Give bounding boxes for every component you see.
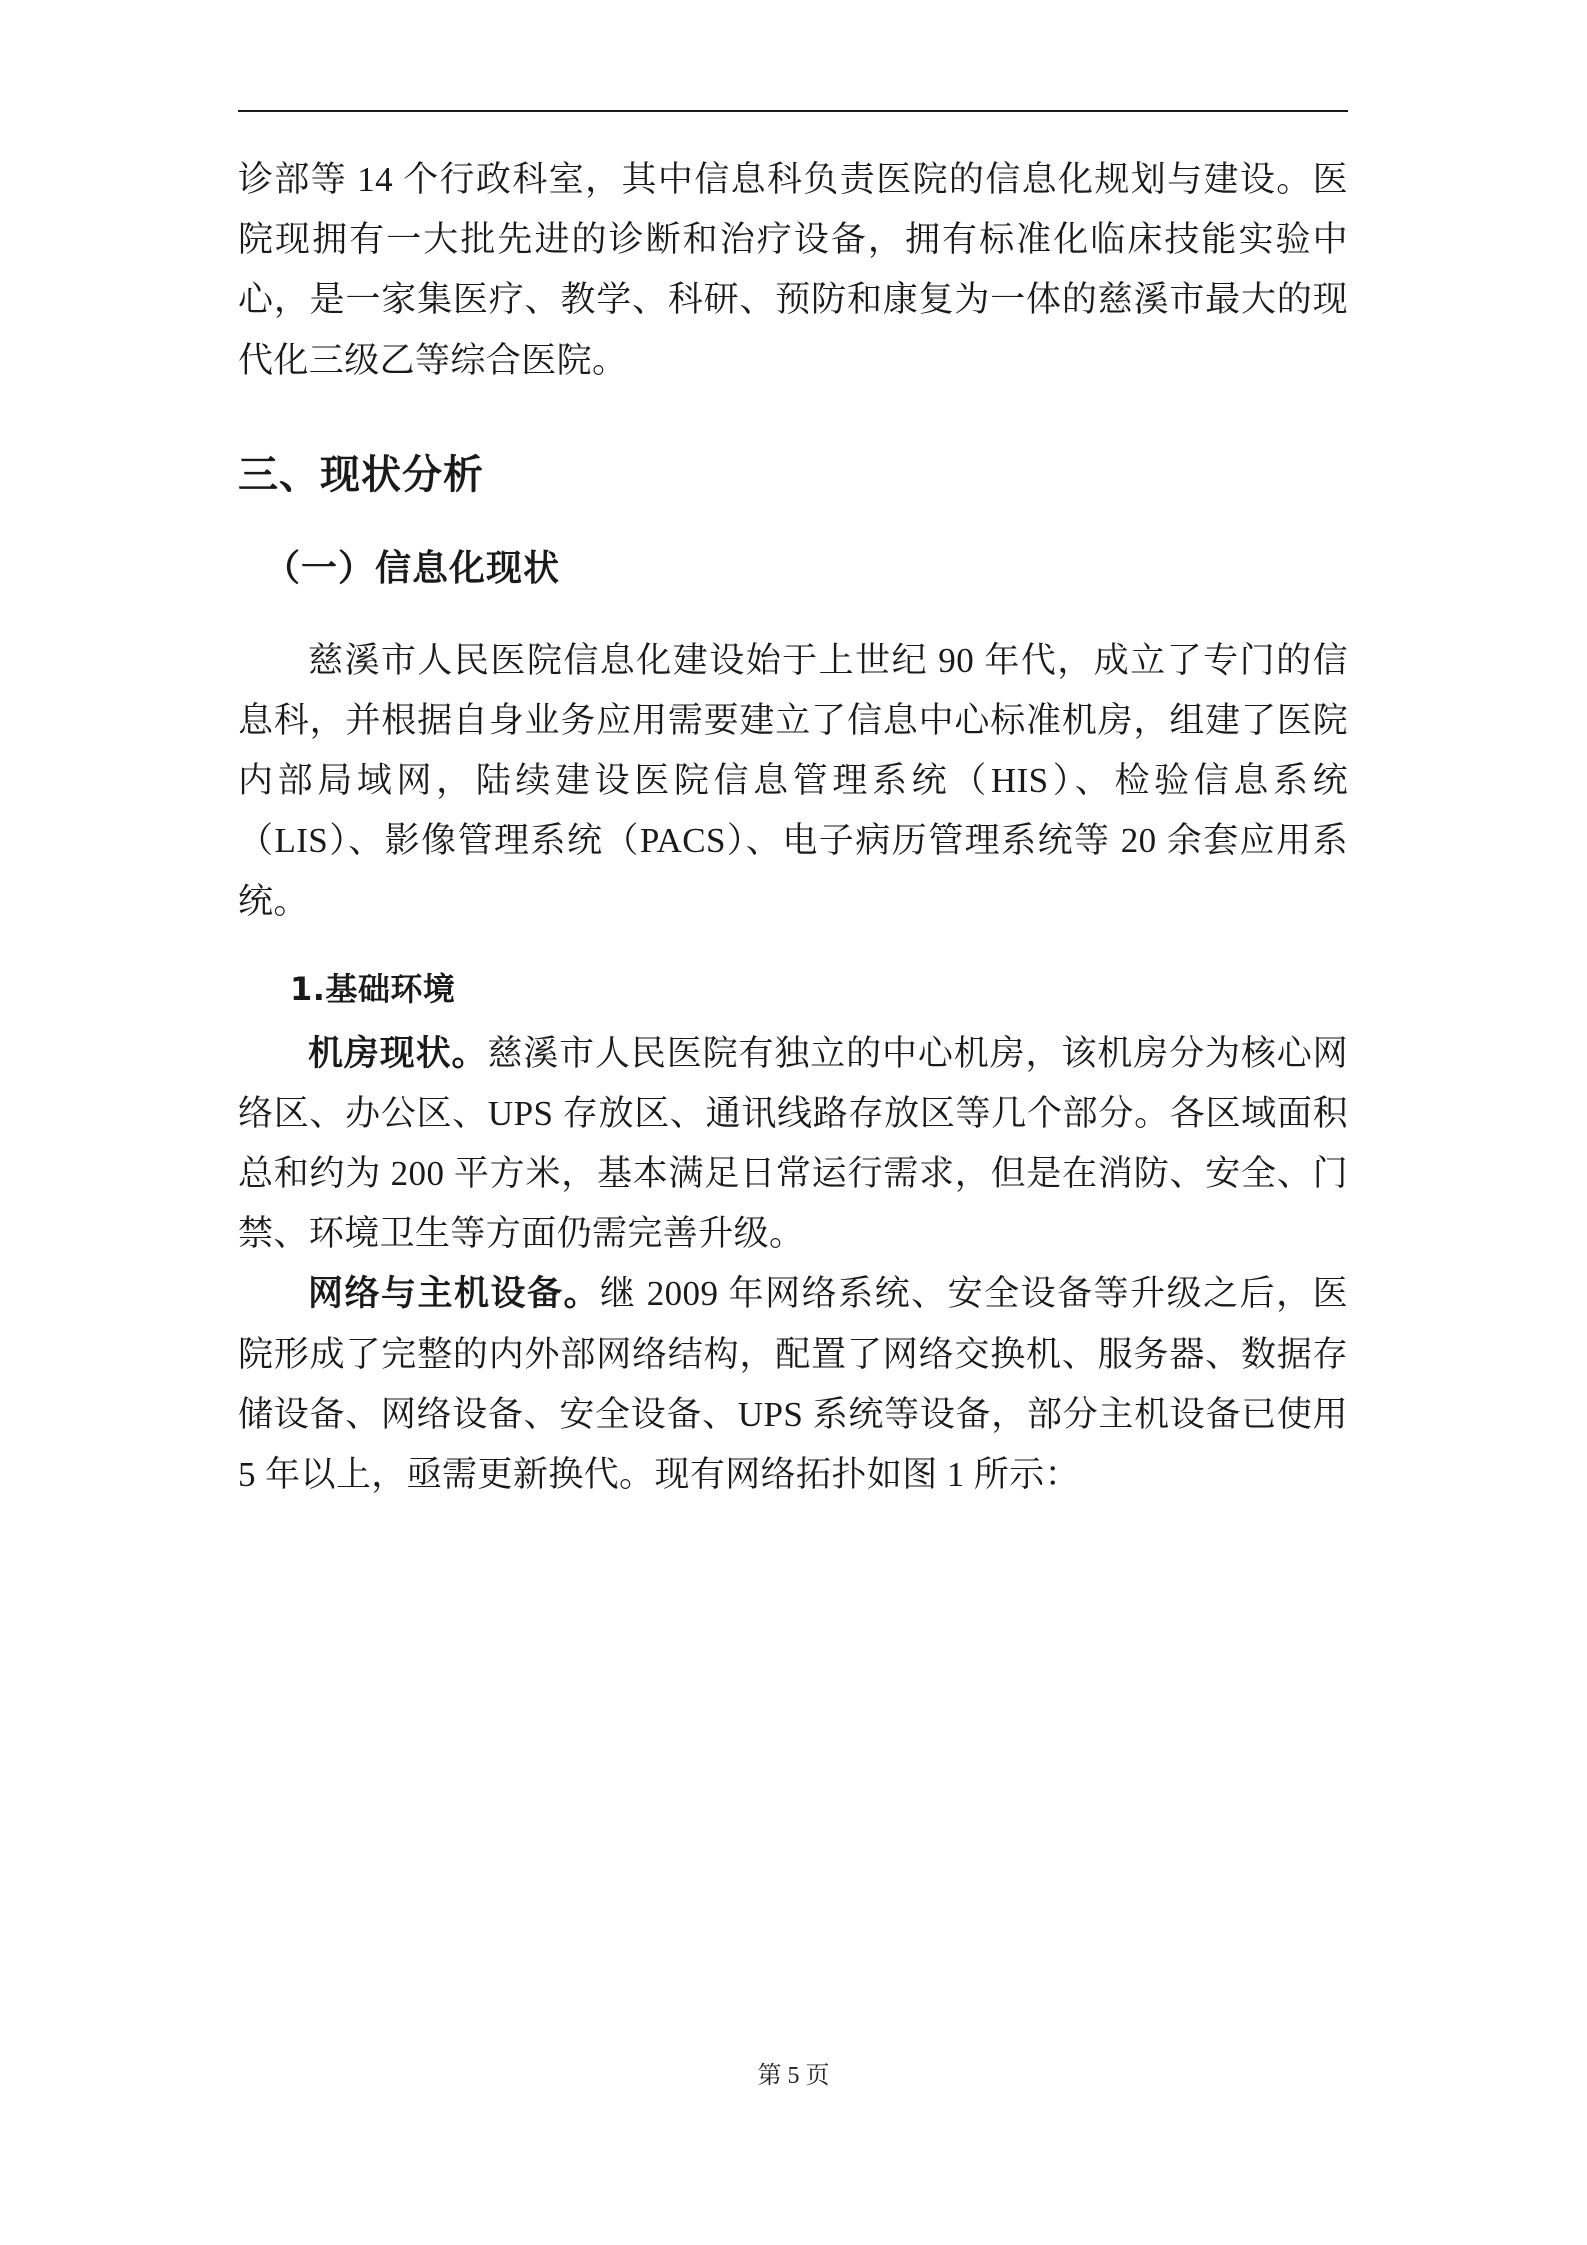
paragraph-informatization-status: 慈溪市人民医院信息化建设始于上世纪 90 年代，成立了专门的信息科，并根据自身业务应用需要建立了信息中心标准机房，组建了医院内部局域网，陆续建设医院信息管理系统（HIS）、检验信息系统（LIS）、影像管理系统（PACS）、电子病历管理系统等 20 余套应用系统。 [238,640,1348,921]
subsection-heading: （一）信息化现状 [264,547,561,589]
paragraph-machine-room [238,1024,1348,1265]
item-heading-basic-environment: 1.基础环境 [290,969,456,1008]
section-heading: 三、现状分析 [238,451,484,498]
paragraph-continued: 诊部等 14 个行政科室，其中信息科负责医院的信息化规划与建设。医院现拥有一大批先进的诊断和治疗设备，拥有标准化临床技能实验中心，是一家集医疗、教学、科研、预防和康复为一体的慈溪市最大的现代化三级乙等综合医院。 [238,160,1348,380]
network-host-lead: 网络与主机设备。 [308,1274,600,1315]
machine-room-lead: 机房现状。 [308,1033,488,1074]
machine-room-text: 慈溪市人民医院有独立的中心机房，该机房分为核心网络区、办公区、UPS 存放区、通讯线路存放区等几个部分。各区域面积总和约为 200 平方米，基本满足日常运行需求，但是在消防、安全、门禁、环境卫生等方面仍需完善升级。 [238,1033,1348,1254]
paragraph-network-host [238,1264,1348,1505]
page-number: 第 5 页 [757,2063,830,2089]
page-content [238,110,1348,1505]
network-host-text: 继 2009 年网络系统、安全设备等升级之后，医院形成了完整的内外部网络结构，配置了网络交换机、服务器、数据存储设备、网络设备、安全设备、UPS 系统等设备，部分主机设备已使用 5 年以上，亟需更新换代。现有网络拓扑如图 1 所示： [238,1274,1348,1494]
header-rule [238,110,1348,112]
